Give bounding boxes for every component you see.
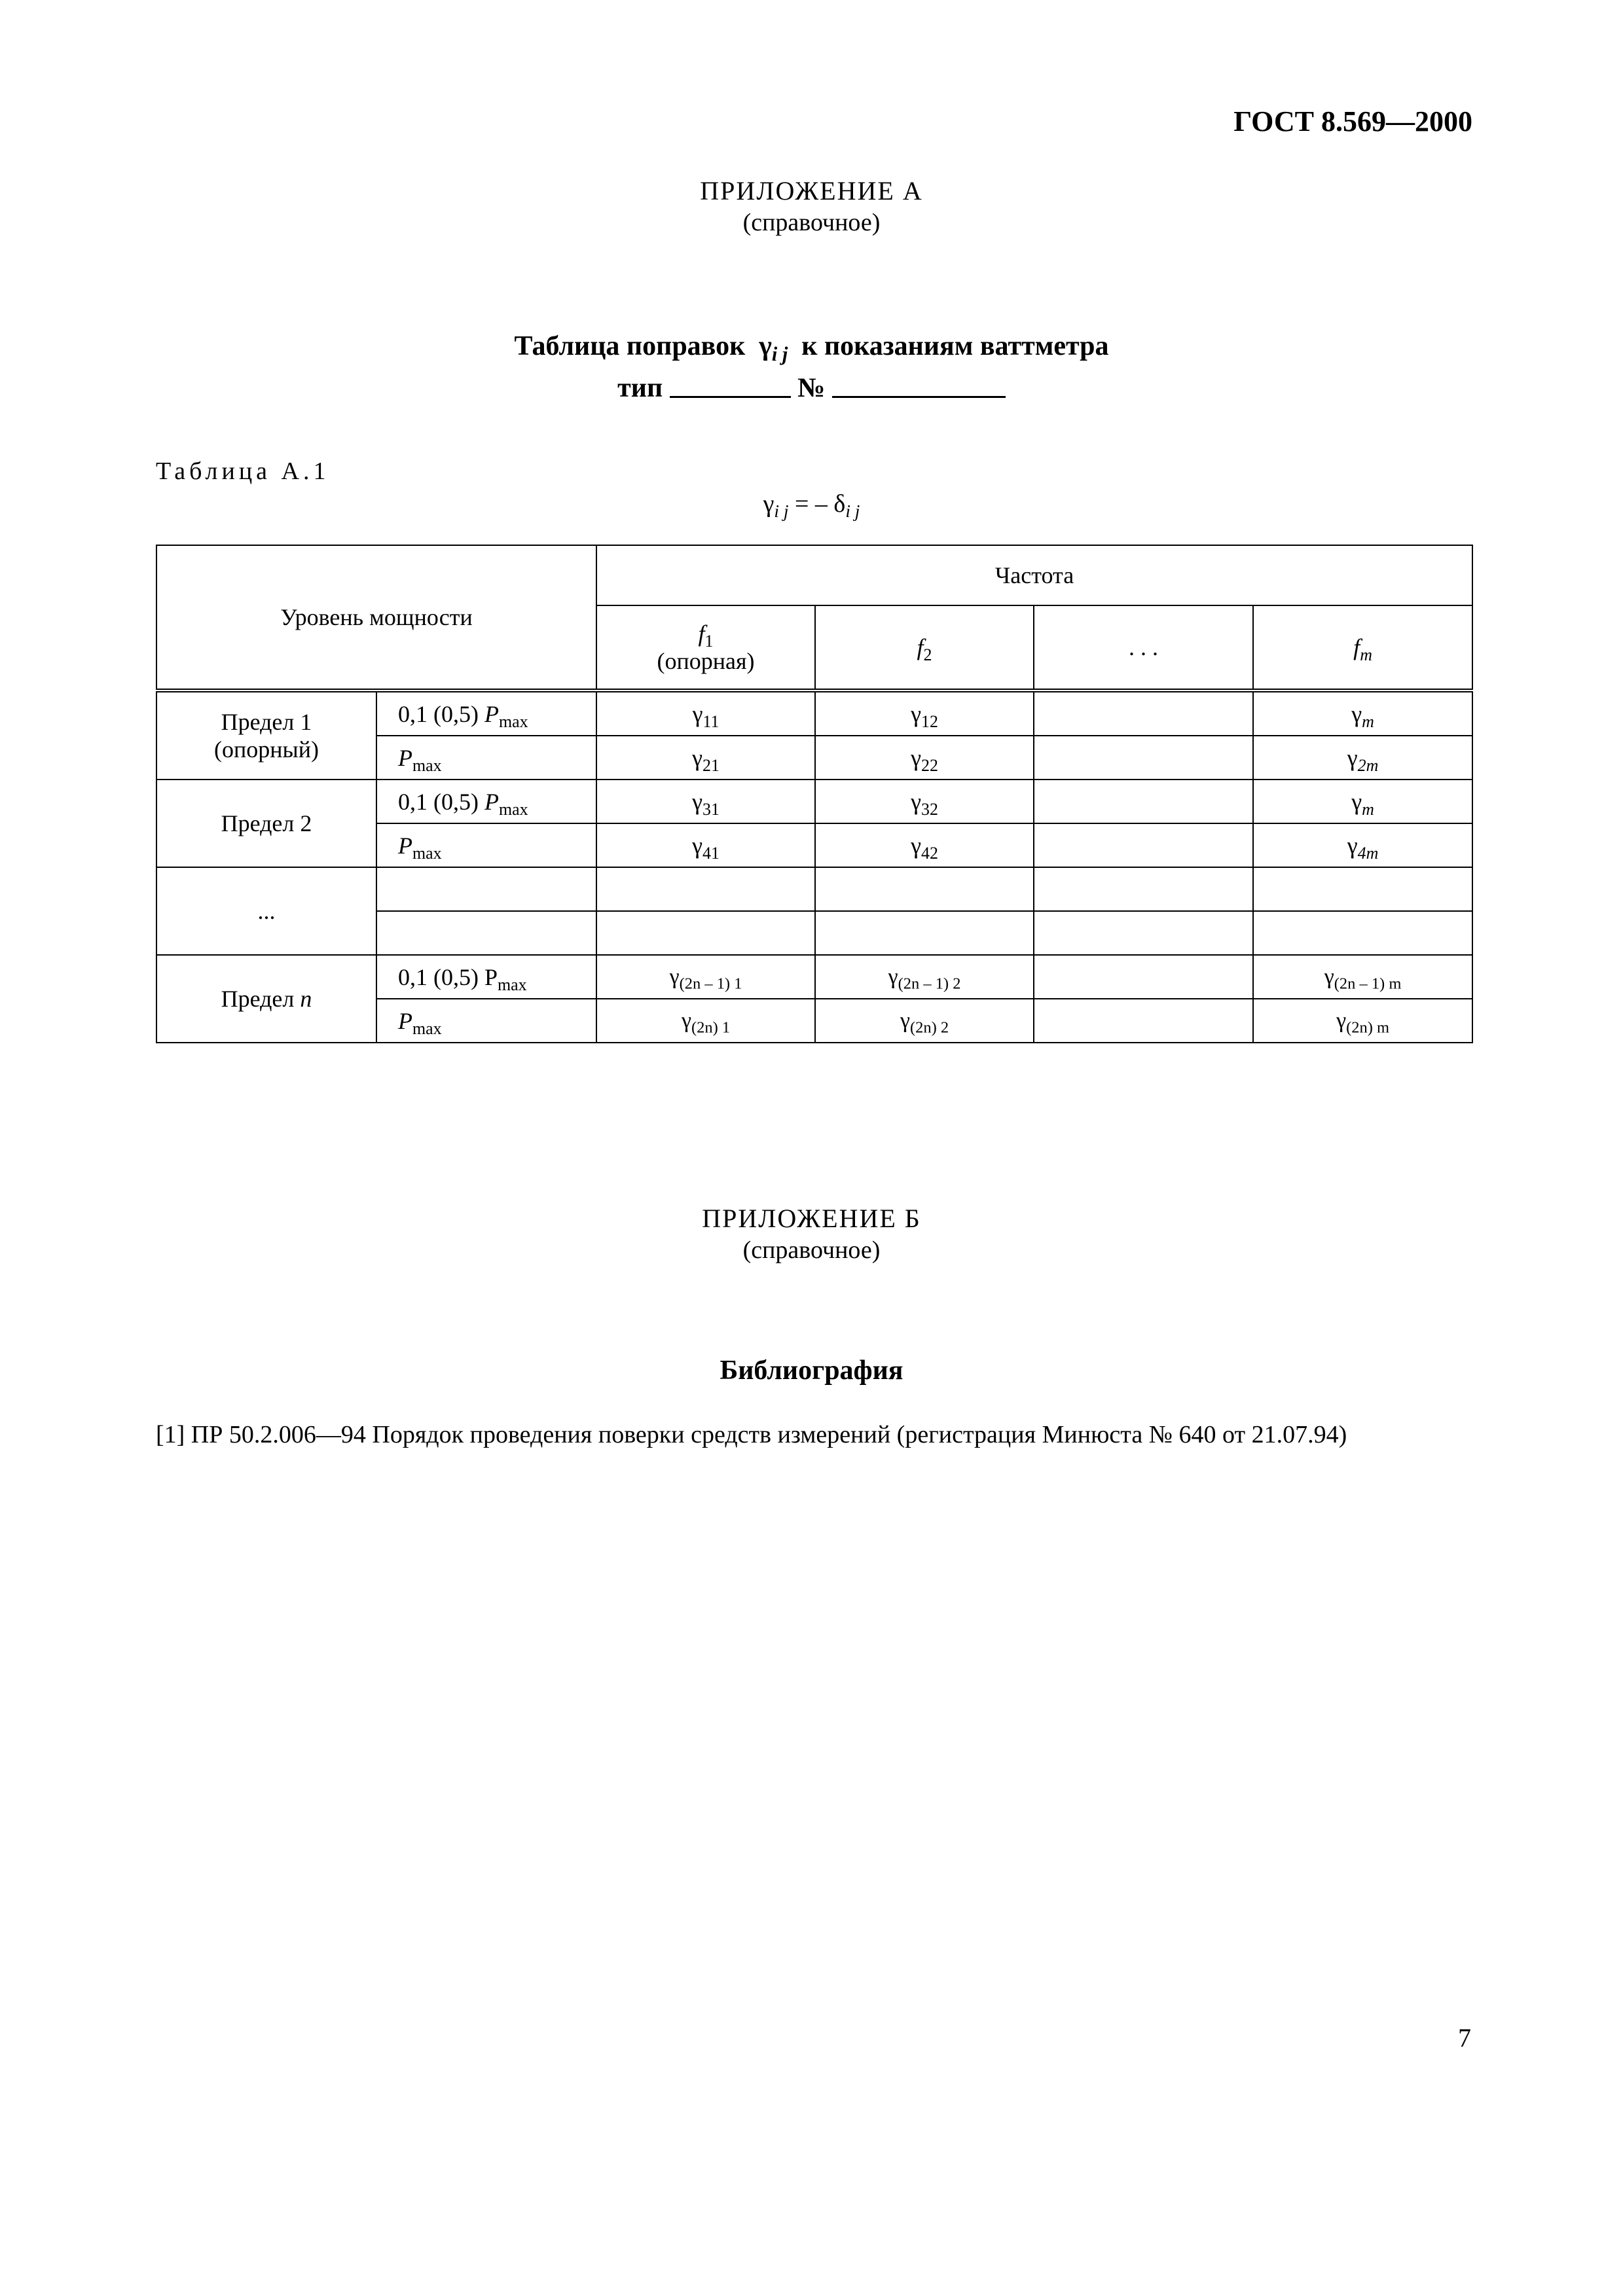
cell — [815, 867, 1034, 911]
cell — [1034, 823, 1253, 867]
freq-col-m: $f_m$ — [1253, 605, 1472, 691]
cell: $\gamma_{42}$ — [815, 823, 1034, 867]
cell: $\gamma_{(2n - 1) 1}$ — [596, 955, 815, 999]
limit-1: Предел 1 (опорный) — [156, 691, 376, 780]
caption-type-label: тип — [617, 373, 663, 403]
correction-table — [156, 545, 1473, 1043]
freq-col-1: $f_1$ (опорная) — [596, 605, 815, 691]
table-row — [156, 691, 1472, 736]
table-label: Таблица А.1 — [156, 457, 330, 485]
appendix-b-subtitle: (справочное) — [742, 1236, 881, 1264]
appendix-a-subtitle: (справочное) — [742, 209, 881, 236]
table-row — [156, 955, 1472, 999]
cell — [596, 867, 815, 911]
cell: $\gamma_{(2n) 1}$ — [596, 999, 815, 1043]
cell — [1034, 911, 1253, 955]
level-low: 0,1 (0,5) $P_{max}$ — [376, 691, 596, 736]
level-max: $P_{max}$ — [376, 823, 596, 867]
cell: $\gamma_{21}$ — [596, 736, 815, 780]
formula-lhs: γ — [763, 490, 775, 518]
cell — [596, 911, 815, 955]
cell — [1034, 736, 1253, 780]
caption-number-label: № — [797, 373, 826, 403]
formula-rhs: δ — [833, 490, 846, 518]
cell: $\gamma_{32}$ — [815, 780, 1034, 823]
cell: $\gamma_{12}$ — [815, 691, 1034, 736]
formula — [0, 490, 1623, 522]
limit-2: Предел 2 — [156, 780, 376, 867]
cell — [1034, 780, 1253, 823]
table-caption-line1 — [0, 331, 1623, 366]
limit-ellipsis: ... — [156, 867, 376, 955]
document-standard-number: ГОСТ 8.569—2000 — [1233, 105, 1472, 137]
caption-gamma-index: i j — [771, 343, 788, 366]
cell: $\gamma_{(2n - 1) m}$ — [1253, 955, 1472, 999]
level-low: 0,1 (0,5) $P_{max}$ — [376, 955, 596, 999]
formula-op: = – — [788, 490, 834, 518]
cell — [1034, 955, 1253, 999]
formula-rhs-index: i j — [845, 501, 860, 522]
cell: $\gamma_{(2n) 2}$ — [815, 999, 1034, 1043]
table-row — [156, 867, 1472, 911]
cell: $\gamma_{(2n - 1) 2}$ — [815, 955, 1034, 999]
cell: $\gamma_{22}$ — [815, 736, 1034, 780]
bibliography-entry: [1] ПР 50.2.006—94 Порядок проведения поверки средств измерений (регистрация Минюста № 640 от 21.07.94) — [156, 1421, 1347, 1448]
page-number: 7 — [1458, 2023, 1471, 2053]
caption-prefix: Таблица поправок — [514, 331, 746, 361]
cell: $\gamma_{41}$ — [596, 823, 815, 867]
cell: $\gamma_{31}$ — [596, 780, 815, 823]
cell — [376, 911, 596, 955]
cell — [1034, 691, 1253, 736]
level-max: $P_{max}$ — [376, 736, 596, 780]
cell — [1253, 911, 1472, 955]
bibliography-title: Библиография — [720, 1355, 903, 1386]
freq-col-2: $f_2$ — [815, 605, 1034, 691]
limit-n: Предел n — [156, 955, 376, 1043]
cell — [1034, 867, 1253, 911]
cell — [376, 867, 596, 911]
cell: $\gamma_m$ — [1253, 691, 1472, 736]
caption-suffix: к показаниям ваттметра — [801, 331, 1109, 361]
cell: $\gamma_{4m}$ — [1253, 823, 1472, 867]
level-max: $P_{max}$ — [376, 999, 596, 1043]
formula-lhs-index: i j — [774, 501, 789, 522]
table-caption-line2 — [0, 370, 1623, 404]
appendix-b-title: ПРИЛОЖЕНИЕ Б — [702, 1204, 921, 1233]
cell: $\gamma_{(2n) m}$ — [1253, 999, 1472, 1043]
freq-col-ellipsis: . . . — [1034, 605, 1253, 691]
number-blank-line — [832, 370, 1006, 398]
table-row — [156, 780, 1472, 823]
cell: $\gamma_{11}$ — [596, 691, 815, 736]
level-low: 0,1 (0,5) $P_{max}$ — [376, 780, 596, 823]
cell — [1253, 867, 1472, 911]
type-blank-line — [670, 370, 791, 398]
frequency-header: Частота — [596, 545, 1472, 605]
cell: $\gamma_{2m}$ — [1253, 736, 1472, 780]
caption-gamma: γ — [759, 331, 772, 361]
power-level-header: Уровень мощности — [156, 545, 596, 691]
cell: $\gamma_m$ — [1253, 780, 1472, 823]
appendix-a-title: ПРИЛОЖЕНИЕ А — [700, 176, 923, 206]
cell — [815, 911, 1034, 955]
freq-col-1-note: (опорная) — [657, 648, 755, 674]
cell — [1034, 999, 1253, 1043]
